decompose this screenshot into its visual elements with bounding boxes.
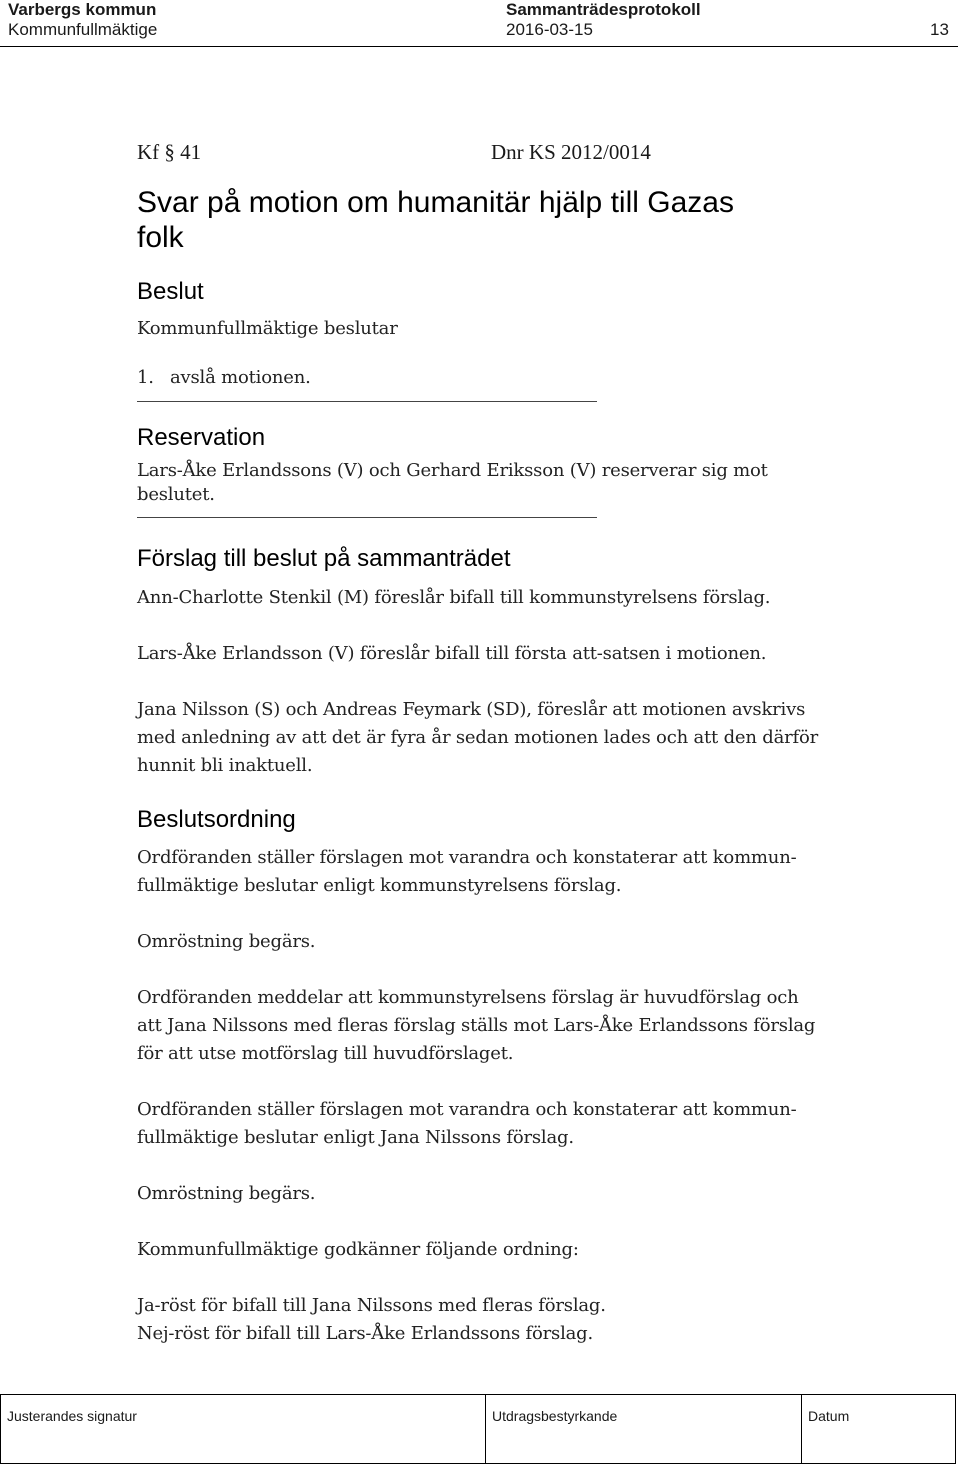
signature-label: Justerandes signatur [7,1408,137,1424]
proposals-heading: Förslag till beslut på sammanträdet [137,545,511,572]
decision-order-line: för att utse motförslag till huvudförslaget. [137,1043,514,1064]
case-title-line-2: folk [137,221,184,254]
decision-order-line: fullmäktige beslutar enligt Jana Nilssons förslag. [137,1127,574,1148]
decision-order-line: Ordföranden ställer förslagen mot varandra och konstaterar att kommun- [137,847,797,868]
paragraph-number: Kf § 41 [137,140,202,164]
decision-intro: Kommunfullmäktige beslutar [137,318,398,339]
decision-item-number: 1. [137,367,154,388]
vote-requested-text: Omröstning begärs. [137,931,316,952]
decision-order-line: Ordföranden meddelar att kommunstyrelsens förslag är huvudförslag och [137,987,799,1008]
proposal-paragraph-line: hunnit bli inaktuell. [137,755,313,776]
body-name: Kommunfullmäktige [8,20,158,39]
reservation-heading: Reservation [137,424,266,451]
proposal-paragraph: Ann-Charlotte Stenkil (M) föreslår bifall till kommunstyrelsens förslag. [137,587,771,608]
extract-certification-cell [485,1395,801,1463]
yes-vote-definition: Ja-röst för bifall till Jana Nilssons med fleras förslag. [137,1295,606,1316]
reservation-text-line-1: Lars-Åke Erlandssons (V) och Gerhard Eriksson (V) reserverar sig mot [137,460,768,481]
signature-cell [1,1395,485,1463]
proposal-paragraph-line: Jana Nilsson (S) och Andreas Feymark (SD), föreslår att motionen avskrivs [137,699,806,720]
vote-requested-text: Omröstning begärs. [137,1183,316,1204]
reservation-text-line-2: beslutet. [137,484,215,505]
case-title-line-1: Svar på motion om humanitär hjälp till Gazas [137,186,734,219]
decision-heading: Beslut [137,278,204,305]
date-cell [801,1395,955,1463]
extract-certification-label: Utdragsbestyrkande [492,1408,618,1424]
section-divider [137,401,597,402]
no-vote-definition: Nej-röst för bifall till Lars-Åke Erlandssons förslag. [137,1323,594,1344]
decision-item-text: avslå motionen. [170,367,311,388]
date-label: Datum [808,1408,850,1424]
section-divider [137,517,597,518]
proposal-paragraph-line: med anledning av att det är fyra år sedan motionen lades och att den därför [137,727,819,748]
decision-order-line: att Jana Nilssons med fleras förslag ställs mot Lars-Åke Erlandssons förslag [137,1015,816,1036]
meeting-date: 2016-03-15 [506,20,593,39]
decision-order-heading: Beslutsordning [137,806,296,833]
signature-footer-table [0,1394,956,1464]
voting-order-intro: Kommunfullmäktige godkänner följande ordning: [137,1239,579,1260]
document-type: Sammanträdesprotokoll [506,0,701,19]
proposal-paragraph: Lars-Åke Erlandsson (V) föreslår bifall till första att-satsen i motionen. [137,643,767,664]
municipality-name: Varbergs kommun [8,0,157,19]
decision-order-line: fullmäktige beslutar enligt kommunstyrelsens förslag. [137,875,622,896]
diary-number: Dnr KS 2012/0014 [491,140,651,164]
decision-order-line: Ordföranden ställer förslagen mot varandra och konstaterar att kommun- [137,1099,797,1120]
header-divider [0,46,958,47]
page-number: 13 [930,20,949,39]
